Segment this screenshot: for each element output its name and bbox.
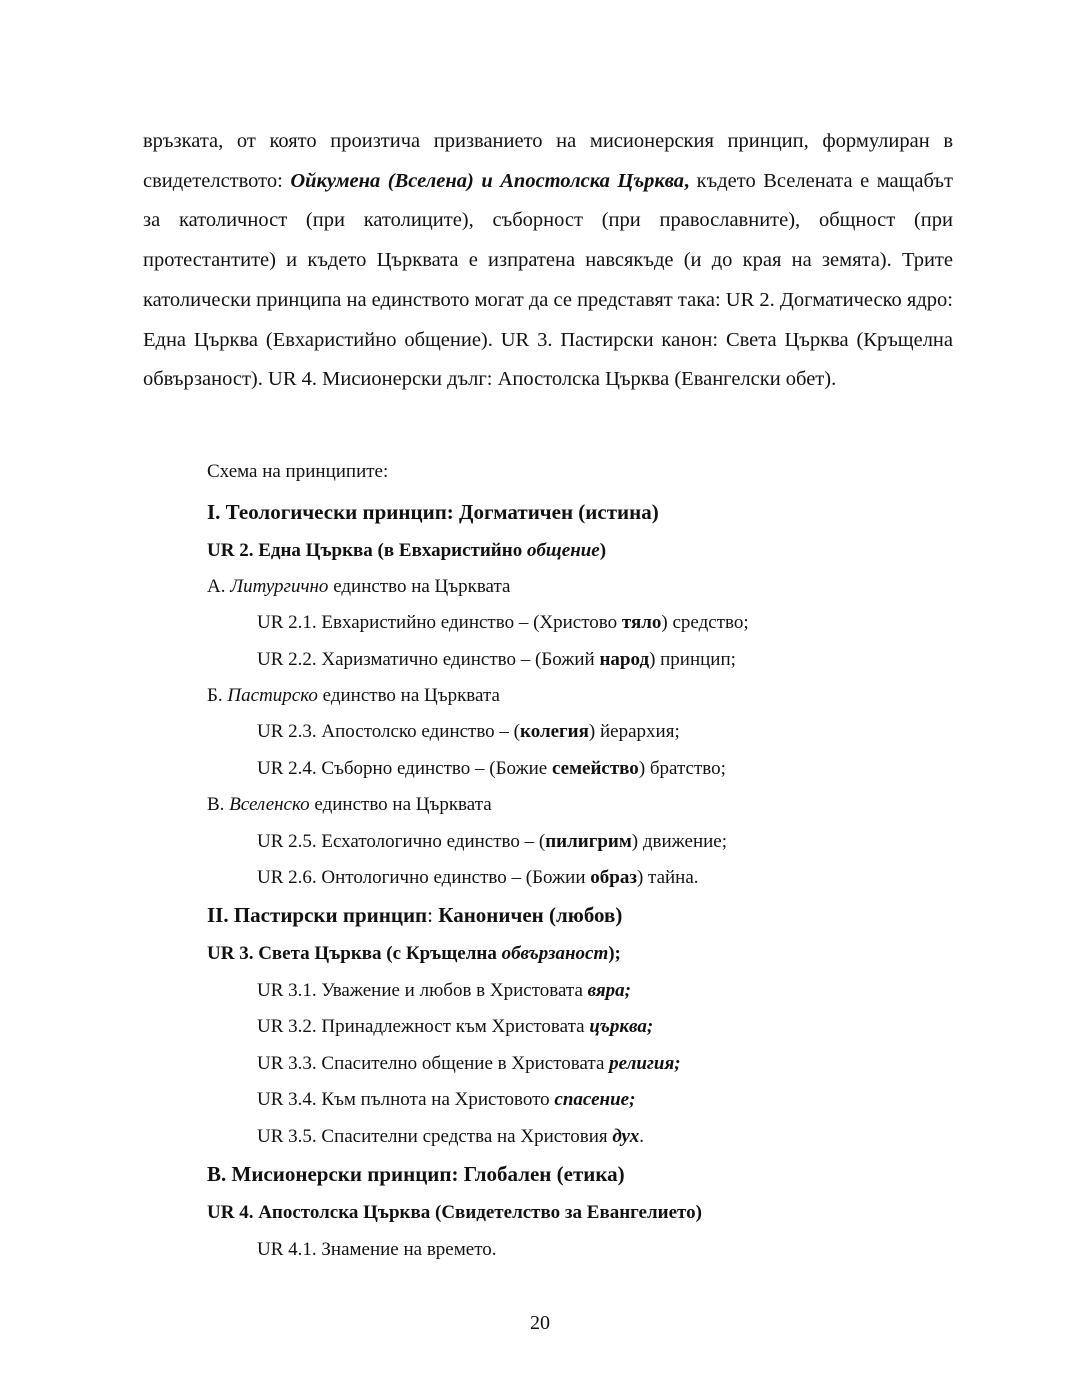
principle-2-colon: : xyxy=(427,903,439,927)
ur-2-5-text: UR 2.5. Есхатологично единство – ( xyxy=(257,831,546,852)
ur-3-5-emphasis: дух xyxy=(612,1126,640,1147)
ur-3-1 xyxy=(257,979,631,1003)
ur-2-4-text: UR 2.4. Съборно единство – (Божие xyxy=(257,758,552,779)
ur-2-4-bold: семейство xyxy=(551,758,639,779)
ur-2-2-end: ) принцип; xyxy=(649,649,736,670)
ur2-heading xyxy=(207,539,606,563)
ur3-end: ); xyxy=(608,943,621,964)
section-a xyxy=(207,575,510,599)
ur-3-1-text: UR 3.1. Уважение и любов в Христовата xyxy=(257,980,588,1001)
paragraph-text-continued: където Вселената е мащабът за католичност (при католиците), съборност (при православните), общност (при протестантите) и където Църквата е изпратена навсякъде (и до края на земята). Трите католически принципа на единството могат да се представят така: UR 2. Догматическо ядро: Една Църква (Евхаристийно общение). UR 3. Пастирски канон: Света Църква (Кръщелна обвързаност). UR 4. Мисионерски дълг: Апостолска Църква (Евангелски обет). xyxy=(143,169,953,391)
ur-3-2 xyxy=(257,1015,653,1039)
principle-2-subtitle: Каноничен (любов) xyxy=(438,903,623,927)
ur-2-4-end: ) братство; xyxy=(638,758,726,779)
principle-2-title: II. Пастирски принцип xyxy=(207,903,428,927)
ur-3-3 xyxy=(257,1052,681,1076)
scheme-title: Схема на принципите: xyxy=(207,461,389,482)
ur-3-1-emphasis: вяра; xyxy=(587,980,632,1001)
ur-2-1-text: UR 2.1. Евхаристийно единство – (Христово xyxy=(257,612,622,633)
ur-3-5-text: UR 3.5. Спасителни средства на Христовия xyxy=(257,1126,613,1147)
ur-2-5 xyxy=(257,830,727,854)
ur-2-6-text: UR 2.6. Онтологично единство – (Божии xyxy=(257,867,591,888)
ur-3-3-text: UR 3.3. Спасително общение в Христовата xyxy=(257,1053,610,1074)
ur4-heading: UR 4. Апостолска Църква (Свидетелство за Евангелието) xyxy=(207,1202,702,1223)
ur-3-5-end: . xyxy=(639,1126,644,1147)
section-a-emphasis: Литургично xyxy=(230,576,329,597)
section-b-emphasis: Пастирско xyxy=(227,685,318,706)
section-v-prefix: В. xyxy=(207,794,230,815)
section-a-prefix: А. xyxy=(207,576,231,597)
section-v xyxy=(207,793,492,817)
ur2-text: UR 2. Една Църква (в Евхаристийно xyxy=(207,540,527,561)
paragraph-text: връзката, от която произтича призванието на мисионерския принцип, формулиран в свидетелството: xyxy=(143,130,953,192)
ur-3-4 xyxy=(257,1088,635,1112)
ur2-end: ) xyxy=(599,540,607,561)
ur-3-2-emphasis: църква; xyxy=(589,1016,654,1037)
ur-2-2-bold: народ xyxy=(599,649,650,670)
ur-4-1: UR 4.1. Знамение на времето. xyxy=(257,1239,497,1260)
section-v-text: единство на Църквата xyxy=(309,794,492,815)
ur-3-3-emphasis: религия; xyxy=(609,1053,681,1074)
intro-paragraph xyxy=(143,122,953,400)
ur-2-1-end: ) средство; xyxy=(661,612,749,633)
ur-2-6 xyxy=(257,866,699,890)
principle-3-heading: В. Мисионерски принцип: Глобален (етика) xyxy=(207,1162,625,1186)
section-b-text: единство на Църквата xyxy=(317,685,500,706)
ur-2-3 xyxy=(257,720,680,744)
ur-2-3-bold: колегия xyxy=(520,721,589,742)
ur-2-3-end: ) йерархия; xyxy=(588,721,680,742)
section-b xyxy=(207,684,500,708)
ur-2-5-bold: пилигрим xyxy=(545,831,632,852)
principle-1-heading: I. Теологически принцип: Догматичен (истина) xyxy=(207,500,659,524)
principle-2-heading xyxy=(207,903,622,927)
paragraph-emphasis: Ойкумена (Вселена) и Апостолска Църква xyxy=(290,169,685,192)
ur-3-4-text: UR 3.4. Към пълнота на Христовото xyxy=(257,1089,555,1110)
ur-2-2-text: UR 2.2. Харизматично единство – (Божий xyxy=(257,649,600,670)
section-b-prefix: Б. xyxy=(207,685,228,706)
ur3-heading xyxy=(207,942,621,966)
ur-2-6-bold: образ xyxy=(590,867,637,888)
section-v-emphasis: Вселенско xyxy=(229,794,310,815)
ur-2-2 xyxy=(257,648,736,672)
ur3-emphasis: обвързаност xyxy=(501,943,609,964)
ur-2-3-text: UR 2.3. Апостолско единство – ( xyxy=(257,721,521,742)
page-number: 20 xyxy=(530,1312,550,1334)
ur-2-4 xyxy=(257,757,726,781)
ur-2-1-bold: тяло xyxy=(621,612,662,633)
ur-3-2-text: UR 3.2. Принадлежност към Христовата xyxy=(257,1016,590,1037)
ur2-emphasis: общение xyxy=(526,540,600,561)
ur3-text: UR 3. Света Църква (с Кръщелна xyxy=(207,943,502,964)
section-a-text: единство на Църквата xyxy=(328,576,511,597)
paragraph-comma: , xyxy=(684,169,690,192)
ur-2-5-end: ) движение; xyxy=(631,831,728,852)
ur-2-6-end: ) тайна. xyxy=(636,867,699,888)
ur-3-4-emphasis: спасение; xyxy=(554,1089,636,1110)
ur-2-1 xyxy=(257,611,749,635)
ur-3-5 xyxy=(257,1125,644,1149)
